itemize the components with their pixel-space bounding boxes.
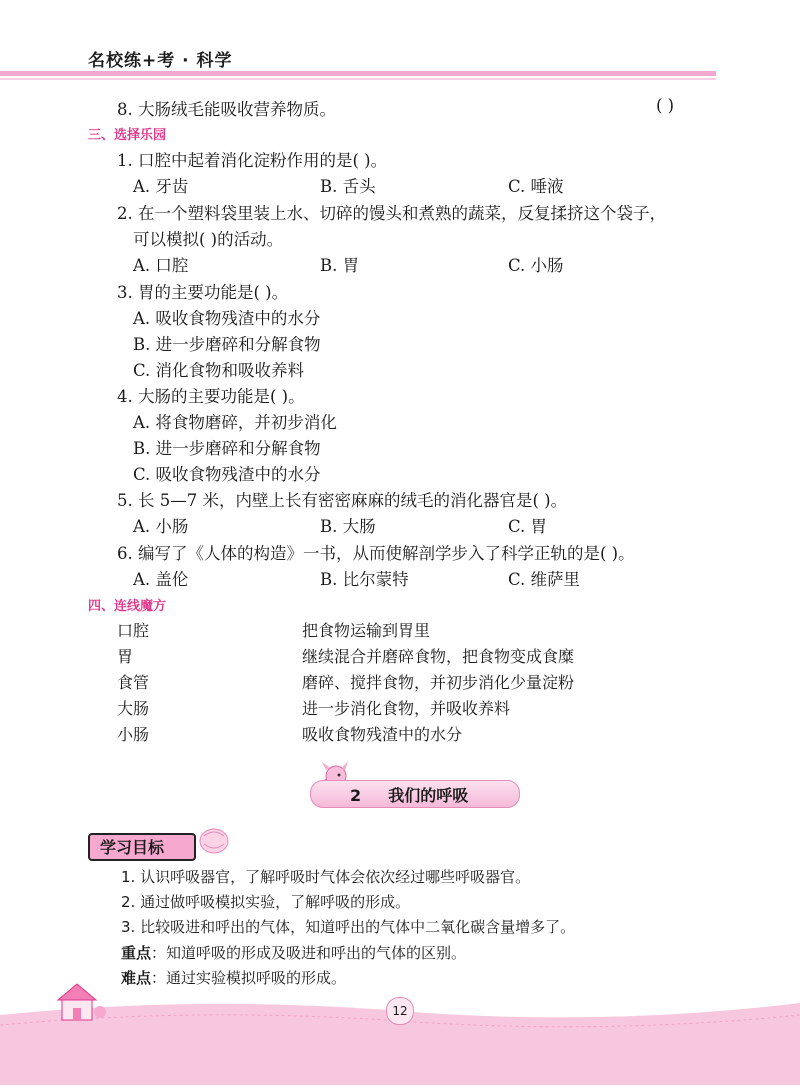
lesson-title: 我们的呼吸	[388, 786, 469, 805]
choice-question-6: 6. 编写了《人体的构造》一书，从而使解剖学步入了科学正轨的是( )。	[117, 544, 635, 563]
flower-decoration-icon	[196, 824, 232, 858]
matching-right-item: 把食物运输到胃里	[302, 621, 431, 640]
key-point-text: ：知道呼吸的形成及吸进和呼出的气体的区别。	[151, 944, 467, 962]
matching-right-item: 吸收食物残渣中的水分	[302, 725, 463, 744]
option-c: C. 吸收食物残渣中的水分	[133, 465, 321, 484]
key-point	[121, 942, 466, 963]
option-a: A. 吸收食物残渣中的水分	[133, 309, 321, 328]
option-c: C. 唾液	[508, 177, 564, 196]
learning-goal-item: 2. 通过做呼吸模拟实验，了解呼吸的形成。	[121, 893, 411, 911]
option-b: B. 比尔蒙特	[320, 570, 409, 589]
matching-left-item: 食管	[117, 673, 150, 692]
choice-question-3: 3. 胃的主要功能是( )。	[117, 283, 289, 302]
choice-question-2: 2. 在一个塑料袋里装上水、切碎的馒头和煮熟的蔬菜，反复揉挤这个袋子，	[117, 204, 666, 223]
option-b: B. 进一步磨碎和分解食物	[133, 335, 321, 354]
lesson-number: 2	[350, 786, 362, 805]
choice-question-4: 4. 大肠的主要功能是( )。	[117, 387, 305, 406]
section-title-matching: 四、连线魔方	[88, 599, 167, 614]
answer-bracket: ( )	[656, 96, 675, 115]
option-a: A. 小肠	[133, 517, 189, 536]
house-decoration-icon	[50, 982, 110, 1028]
lesson-heading	[350, 783, 468, 806]
matching-left-item: 小肠	[117, 725, 150, 744]
section-title-choice: 三、选择乐园	[88, 128, 167, 143]
option-b: B. 大肠	[320, 517, 376, 536]
header-divider	[0, 71, 716, 76]
learning-goals-title: 学习目标	[100, 838, 165, 857]
header-divider-thin	[0, 78, 716, 80]
difficult-point-text: ：通过实验模拟呼吸的形成。	[151, 969, 347, 987]
matching-left-item: 大肠	[117, 699, 150, 718]
choice-question-2-line2: 可以模拟( )的活动。	[133, 230, 284, 249]
option-c: C. 小肠	[508, 256, 564, 275]
option-c: C. 消化食物和吸收养料	[133, 361, 305, 380]
option-a: A. 将食物磨碎，并初步消化	[133, 413, 337, 432]
learning-goal-item: 3. 比较吸进和呼出的气体，知道呼出的气体中二氧化碳含量增多了。	[121, 918, 576, 936]
option-a: A. 盖伦	[133, 570, 189, 589]
option-c: C. 胃	[508, 517, 548, 536]
page-number: 12	[386, 997, 414, 1025]
learning-goal-item: 1. 认识呼吸器官，了解呼吸时气体会依次经过哪些呼吸器官。	[121, 868, 531, 886]
book-title: 名校练+考 · 科学	[88, 51, 233, 71]
option-a: A. 牙齿	[133, 177, 189, 196]
option-b: B. 进一步磨碎和分解食物	[133, 439, 321, 458]
matching-left-item: 胃	[117, 647, 134, 666]
option-c: C. 维萨里	[508, 570, 581, 589]
matching-left-item: 口腔	[117, 621, 150, 640]
choice-question-1: 1. 口腔中起着消化淀粉作用的是( )。	[117, 151, 388, 170]
key-point-label: 重点	[121, 944, 152, 962]
matching-right-item: 磨碎、搅拌食物，并初步消化少量淀粉	[302, 673, 575, 692]
option-a: A. 口腔	[133, 256, 189, 275]
difficult-point-label: 难点	[121, 969, 152, 987]
option-b: B. 胃	[320, 256, 360, 275]
option-b: B. 舌头	[320, 177, 376, 196]
choice-question-5: 5. 长 5—7 米，内壁上长有密密麻麻的绒毛的消化器官是( )。	[117, 491, 568, 510]
matching-right-item: 进一步消化食物，并吸收养料	[302, 699, 511, 718]
matching-right-item: 继续混合并磨碎食物，把食物变成食糜	[302, 647, 575, 666]
true-false-question-8: 8. 大肠绒毛能吸收营养物质。	[117, 100, 336, 119]
